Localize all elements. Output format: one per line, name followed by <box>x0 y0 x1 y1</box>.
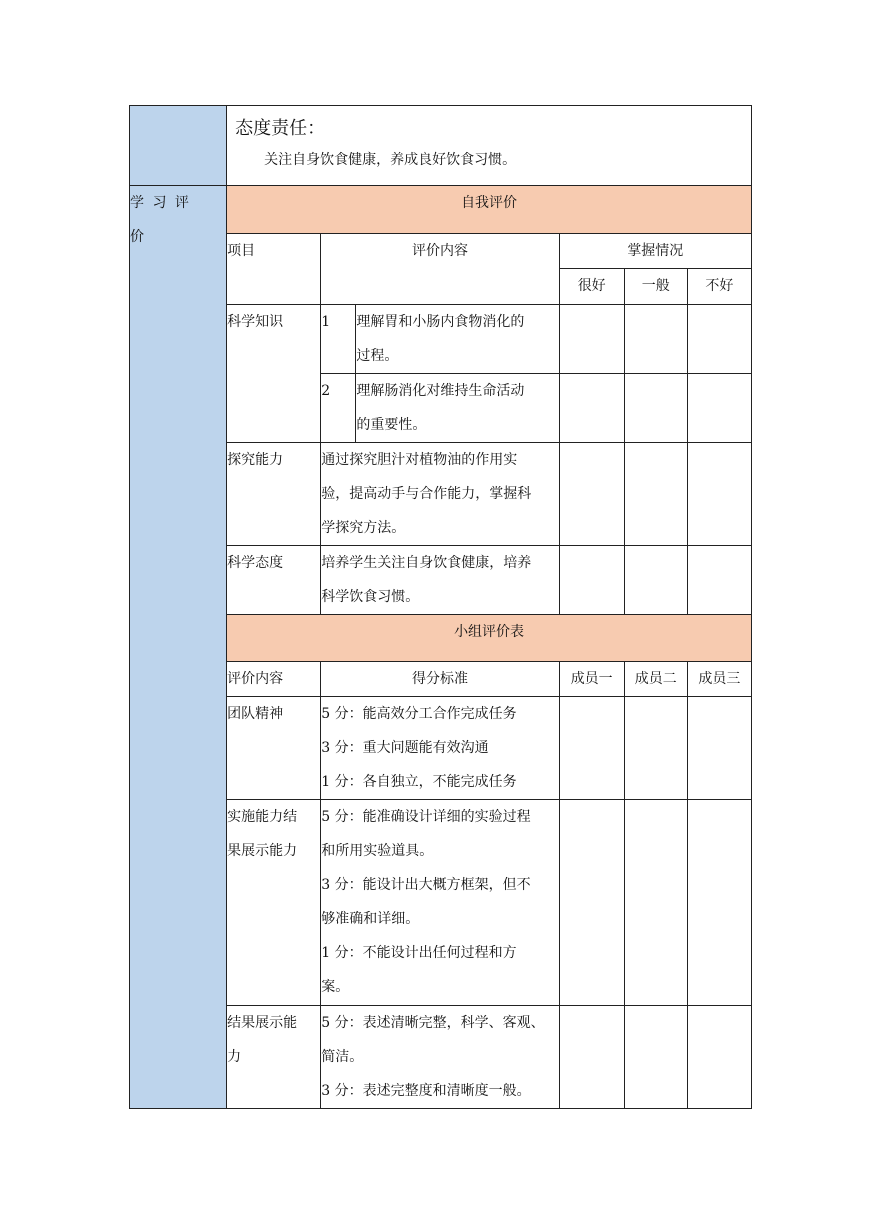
row-subitem-content <box>356 305 559 374</box>
content-line: 科学饮食习惯。 <box>321 589 420 605</box>
row-subitem-number: 2 <box>321 374 356 443</box>
self-eval-title: 自我评价 <box>227 186 752 234</box>
header-item: 项目 <box>227 234 321 305</box>
item-line: 果展示能力 <box>227 843 298 859</box>
item-line: 实施能力结 <box>227 809 298 825</box>
group-row-standard <box>321 1006 559 1109</box>
group-header-member-3: 成员三 <box>687 662 751 697</box>
score-cell[interactable] <box>559 1006 624 1109</box>
standard-line: 够准确和详细。 <box>321 911 420 927</box>
score-cell[interactable] <box>559 800 624 1006</box>
content-line: 通过探究胆汁对植物油的作用实 <box>321 452 518 468</box>
score-cell[interactable] <box>687 1006 751 1109</box>
content-line: 理解胃和小肠内食物消化的 <box>356 314 525 330</box>
side-label-line: 价 <box>130 229 146 245</box>
content-line: 验，提高动手与合作能力，掌握科 <box>321 486 532 502</box>
rating-cell[interactable] <box>687 443 751 546</box>
rating-cell[interactable] <box>559 305 624 374</box>
attitude-title: 态度责任： <box>235 118 326 139</box>
rating-cell[interactable] <box>687 374 751 443</box>
item-line: 结果展示能 <box>227 1015 298 1031</box>
side-label-line: 学 习 评 <box>130 195 191 211</box>
group-row-item-implementation <box>227 800 321 1006</box>
side-label-learning-eval <box>130 186 227 1109</box>
group-header-member-1: 成员一 <box>559 662 624 697</box>
score-cell[interactable] <box>687 697 751 800</box>
rating-cell[interactable] <box>624 374 687 443</box>
content-line: 学探究方法。 <box>321 520 406 536</box>
standard-line: 3 分：能设计出大概方框架，但不 <box>321 877 531 893</box>
content-line: 培养学生关注自身饮食健康，培养 <box>321 555 532 571</box>
standard-line: 5 分：能准确设计详细的实验过程 <box>321 809 531 825</box>
score-cell[interactable] <box>559 697 624 800</box>
content-line: 过程。 <box>356 348 399 364</box>
row-subitem-content <box>356 374 559 443</box>
standard-line: 5 分：表述清晰完整，科学、客观、 <box>321 1015 545 1031</box>
standard-line: 简洁。 <box>321 1049 364 1065</box>
row-content <box>321 546 559 615</box>
standard-line: 1 分：不能设计出任何过程和方 <box>321 945 517 961</box>
group-eval-title: 小组评价表 <box>227 615 752 662</box>
item-line: 力 <box>227 1049 242 1065</box>
row-item-science-knowledge: 科学知识 <box>227 305 321 443</box>
rating-cell[interactable] <box>559 374 624 443</box>
row-content <box>321 443 559 546</box>
rating-cell[interactable] <box>687 546 751 615</box>
score-cell[interactable] <box>624 800 687 1006</box>
content-line: 理解肠消化对维持生命活动 <box>356 383 525 399</box>
rating-cell[interactable] <box>624 305 687 374</box>
rating-cell[interactable] <box>624 546 687 615</box>
row-item-science-attitude: 科学态度 <box>227 546 321 615</box>
content-line: 的重要性。 <box>356 417 427 433</box>
group-row-standard <box>321 697 559 800</box>
standard-line: 3 分：重大问题能有效沟通 <box>321 740 489 756</box>
rating-cell[interactable] <box>559 443 624 546</box>
group-header-standard: 得分标准 <box>321 662 559 697</box>
group-row-standard <box>321 800 559 1006</box>
group-header-content: 评价内容 <box>227 662 321 697</box>
score-cell[interactable] <box>687 800 751 1006</box>
header-level-poor: 不好 <box>687 269 751 305</box>
attitude-body: 关注自身饮食健康，养成良好饮食习惯。 <box>264 152 517 168</box>
header-level-good: 很好 <box>559 269 624 305</box>
group-header-member-2: 成员二 <box>624 662 687 697</box>
rating-cell[interactable] <box>687 305 751 374</box>
score-cell[interactable] <box>624 697 687 800</box>
lesson-evaluation-table <box>129 105 752 1109</box>
group-row-item-result-presentation <box>227 1006 321 1109</box>
header-mastery: 掌握情况 <box>559 234 751 269</box>
attitude-cell <box>227 106 752 186</box>
standard-line: 5 分：能高效分工合作完成任务 <box>321 706 517 722</box>
rating-cell[interactable] <box>624 443 687 546</box>
row-subitem-number: 1 <box>321 305 356 374</box>
standard-line: 1 分：各自独立，不能完成任务 <box>321 774 517 790</box>
rating-cell[interactable] <box>559 546 624 615</box>
header-content: 评价内容 <box>321 234 559 305</box>
side-label-blank <box>130 106 227 186</box>
group-row-item-team-spirit <box>227 697 321 800</box>
header-level-average: 一般 <box>624 269 687 305</box>
score-cell[interactable] <box>624 1006 687 1109</box>
standard-line: 案。 <box>321 979 350 995</box>
standard-line: 3 分：表述完整度和清晰度一般。 <box>321 1083 531 1099</box>
row-item-inquiry-ability: 探究能力 <box>227 443 321 546</box>
standard-line: 和所用实验道具。 <box>321 843 434 859</box>
item-line: 团队精神 <box>227 706 284 722</box>
